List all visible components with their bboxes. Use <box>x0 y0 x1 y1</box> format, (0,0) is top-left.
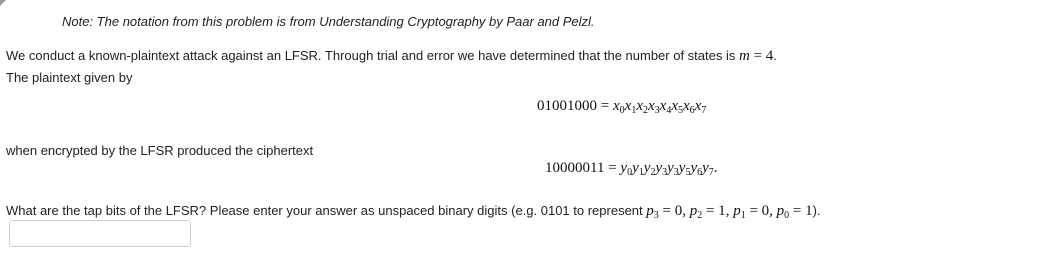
y-variable-4: $y_3$ <box>667 160 679 178</box>
question-prompt: What are the tap bits of the LFSR? Please enter your answer as unspaced binary digits (e.g. 0101 to represent <box>6 203 647 218</box>
y-variable-subscript: 6 <box>697 167 703 178</box>
m-period: . <box>773 48 777 63</box>
source-note: Note: The notation from this problem is from Understanding Cryptography by Paar and Pelzl. <box>62 14 595 29</box>
x-variable-5: $x_5$ <box>671 98 683 116</box>
y-variable-6: $y_6$ <box>690 160 703 178</box>
tap-subscript: 0 <box>784 210 790 221</box>
tap-value: = 1 <box>702 203 726 219</box>
corner-marker <box>0 0 6 6</box>
x-variable-subscript: 1 <box>631 105 637 116</box>
tap-symbol: $p_3$ <box>646 203 659 221</box>
plaintext-variables <box>613 98 706 114</box>
y-variable-7: $y_7$ <box>702 160 714 178</box>
y-variable-3: $y_3$ <box>655 160 668 178</box>
tap-value: = 0 <box>658 203 683 219</box>
m-value: 4 <box>765 48 774 64</box>
tap-subscript: 1 <box>740 210 746 221</box>
x-variable-2: $x_2$ <box>636 98 648 116</box>
x-variable-4: $x_4$ <box>659 98 672 116</box>
plaintext-equation <box>537 98 706 116</box>
ciphertext-equals: = <box>604 160 621 176</box>
x-variable-0: $x_0$ <box>612 98 625 116</box>
x-variable-subscript: 5 <box>678 105 683 116</box>
tap-subscript: 3 <box>653 210 659 221</box>
answer-input[interactable] <box>9 220 191 247</box>
y-variable-subscript: 2 <box>650 167 656 178</box>
tap-value: = 0 <box>745 203 770 219</box>
x-variable-subscript: 7 <box>701 105 707 116</box>
y-variable-subscript: 5 <box>685 167 691 178</box>
plaintext-bits: 01001000 <box>537 98 597 114</box>
tap-bits-example <box>646 203 812 219</box>
ciphertext-equation <box>545 160 718 178</box>
x-variable-6: $x_6$ <box>683 98 695 116</box>
y-variable-2: $y_2$ <box>643 160 656 178</box>
ciphertext-period: . <box>713 160 718 176</box>
example-comma: , <box>725 203 734 219</box>
tap-symbol: $p_0$ <box>776 203 790 221</box>
y-variable-subscript: 3 <box>662 167 668 178</box>
tap-subscript: 2 <box>697 210 703 221</box>
tap-value: = 1 <box>789 203 813 219</box>
y-variable-5: $y_5$ <box>678 160 691 178</box>
y-variable-subscript: 1 <box>638 167 644 178</box>
m-equals: = <box>749 48 766 64</box>
tap-symbol: $p_2$ <box>689 203 703 221</box>
example-comma: , <box>769 203 777 219</box>
intro-text: We conduct a known-plaintext attack against an LFSR. Through trial and error we have determined that the number of states is <box>6 48 739 63</box>
ciphertext-bits: 10000011 <box>545 160 605 176</box>
x-variable-3: $x_3$ <box>647 98 660 116</box>
x-variable-subscript: 6 <box>689 105 695 116</box>
x-variable-1: $x_1$ <box>624 98 637 116</box>
x-variable-subscript: 3 <box>654 105 660 116</box>
y-variable-0: $y_0$ <box>620 160 633 178</box>
x-variable-subscript: 4 <box>666 105 672 116</box>
x-variable-subscript: 2 <box>642 105 648 116</box>
y-variable-subscript: 7 <box>708 167 714 178</box>
y-variable-1: $y_1$ <box>632 160 644 178</box>
example-comma: , <box>682 203 690 219</box>
y-variable-subscript: 3 <box>673 167 679 178</box>
x-variable-subscript: 0 <box>619 105 625 116</box>
tap-symbol: $p_1$ <box>733 203 746 221</box>
plaintext-equals: = <box>597 98 613 114</box>
m-symbol: m <box>738 48 750 64</box>
ciphertext-variables <box>620 160 713 176</box>
m-expression <box>739 48 773 64</box>
ciphertext-label: when encrypted by the LFSR produced the ciphertext <box>6 143 314 158</box>
question-end: ). <box>812 203 821 218</box>
intro-line-2: The plaintext given by <box>6 70 133 85</box>
x-variable-7: $x_7$ <box>694 98 707 116</box>
intro-line-1 <box>6 48 777 64</box>
y-variable-subscript: 0 <box>627 167 633 178</box>
